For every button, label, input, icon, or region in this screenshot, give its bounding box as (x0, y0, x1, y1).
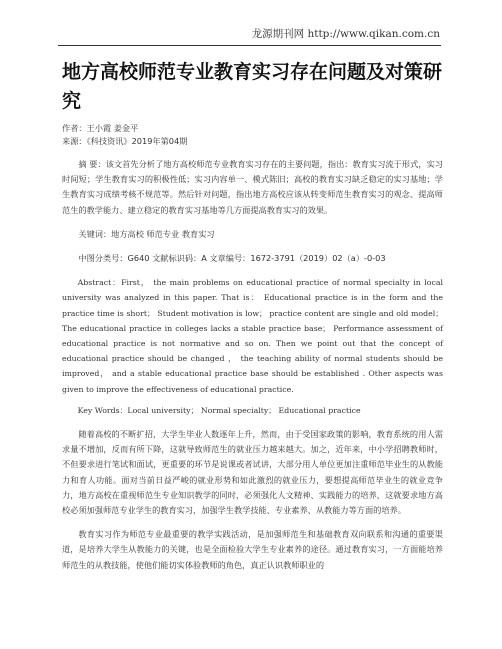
abstract-en: Abstract：First， the main problems on educational practice of normal specialty in local university was analyzed in this paper. That is： Educational practice is in the form and the practice time is short； Student motivation is low； practice content are single and old model； The educational practice in colleges lacks a stable practice base； Performance assessment of educational practice is not normative and so on. Then we point out that the concept of educational practice should be changed ， the teaching ability of normal students should be improved， and a stable educational practice base should be established . Other aspects was given to improve the effectiveness of educational practice. (62, 278, 443, 394)
header-divider (58, 45, 441, 46)
abstract-cn: 摘 要：该文首先分析了地方高校师范专业教育实习存在的主要问题，指出：教育实习流于形式，实习时间短；学生教育实习的积极性低；实习内容单一、模式陈旧；高校的教育实习缺乏稳定的实习基地；学生教育实习成绩考核不规范等。然后针对问题，指出地方高校应该从转变师范生教育实习的观念、提高师范生的教学能力、建立稳定的教育实习基地等几方面提高教育实习的效果。 (62, 159, 443, 215)
classification-line: 中图分类号：G640 文献标识码：A 文章编号：1672-3791（2019）02（a）-0-03 (78, 253, 386, 264)
article-title: 地方高校师范专业教育实习存在问题及对策研究 (62, 61, 443, 112)
body-paragraph-2: 教育实习作为师范专业最重要的教学实践活动，是加强师范生和基础教育双向联系和沟通的重要渠道，是培养大学生从教能力的关键，也是全面检验大学生专业素养的途径。通过教育实习，一方面能培养师范生的从教技能，使他们能切实体验教师的角色，真正认识教师职业的 (62, 529, 443, 570)
header-source-link[interactable]: 龙源期刊网 http://www.qikan.com.cn (251, 28, 440, 40)
article-body (62, 58, 443, 573)
keywords-en: Key Words：Local university； Normal specialty； Educational practice (77, 405, 361, 415)
article-source: 来源：《科技资讯》2019年第04期 (62, 136, 188, 146)
keywords-cn: 关键词：地方高校 师范专业 教育实习 (78, 228, 215, 239)
body-paragraph-1: 随着高校的不断扩招，大学生毕业人数逐年上升，然而，由于受国家政策的影响，教育系统的用人需求量不增加，反而有所下降，这就导致师范生的就业压力越来越大。加之，近年来，中小学招聘教师时，不但要求进行笔试和面试，更重要的环节是说课或者试讲，大部分用人单位更加注重师范毕业生的从教能力和育人功能。面对当前日益严峻的就业形势和如此激烈的就业压力，要想提高师范毕业生的就业竞争力，地方高校在重视师范生专业知识教学的同时，必须强化人文精神、实践能力的培养，这就要求地方高校必须加强师范专业学生的教育实习，加强学生教学技能、专业素养、从教能力等方面的培养。 (62, 429, 443, 516)
article-authors: 作者：王小霞 姜金平 (62, 123, 139, 133)
